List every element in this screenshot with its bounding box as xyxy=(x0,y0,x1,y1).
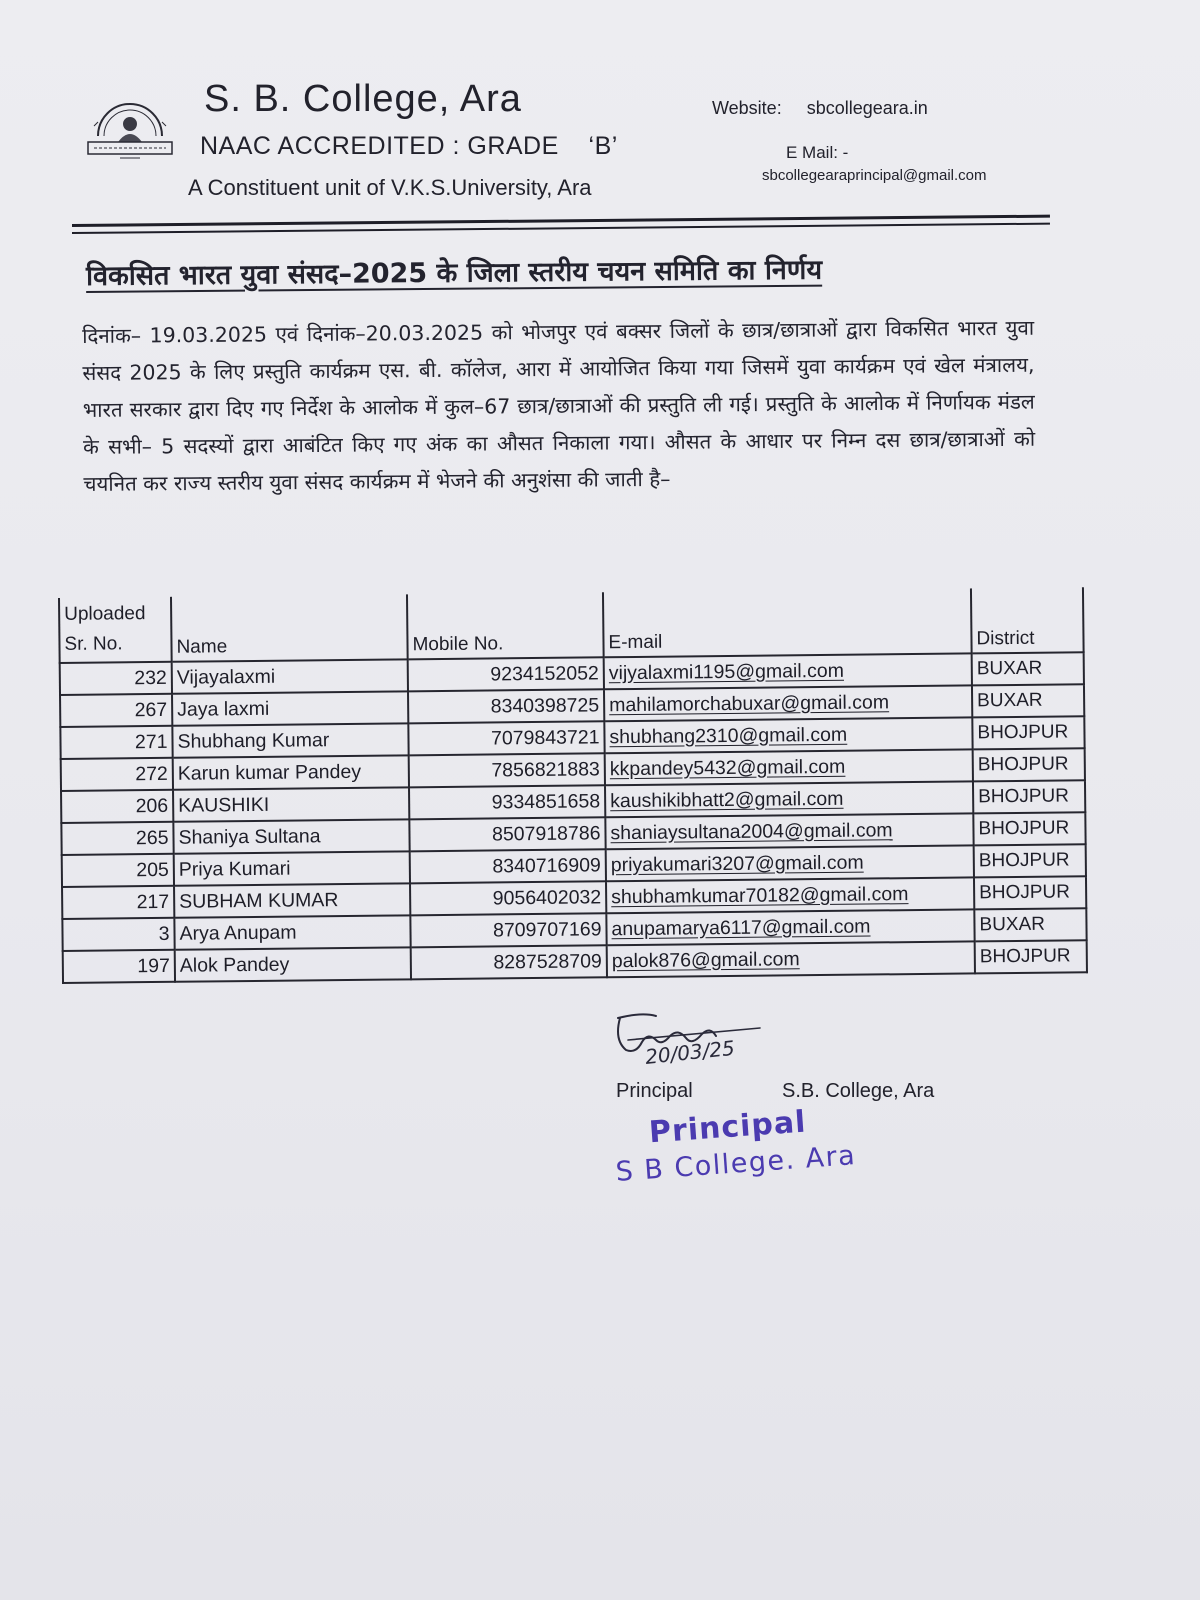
cell-district: BHOJPUR xyxy=(972,716,1084,749)
cell-district: BUXAR xyxy=(972,652,1084,685)
website-value: sbcollegeara.in xyxy=(806,98,928,118)
cell-email: priyakumari3207@gmail.com xyxy=(606,845,974,881)
email-label: E Mail: - xyxy=(786,143,849,162)
signature-date: 20/03/25 xyxy=(644,1035,736,1069)
cell-mobile: 8507918786 xyxy=(409,817,605,851)
cell-sr-no: 265 xyxy=(61,822,173,855)
cell-name: Arya Anupam xyxy=(174,915,410,949)
principal-college-label: S.B. College, Ara xyxy=(782,1080,935,1102)
constituent-text: A Constituent unit of V.K.S.University, Ara xyxy=(188,175,592,200)
cell-mobile: 9234152052 xyxy=(408,657,604,691)
header-sr-line1: Uploaded xyxy=(64,603,146,625)
cell-district: BHOJPUR xyxy=(973,748,1085,781)
accreditation-text: NAAC ACCREDITED : GRADE ‘B’ xyxy=(200,132,618,160)
cell-email: mahilamorchabuxar@gmail.com xyxy=(604,685,972,721)
header-mobile: Mobile No. xyxy=(407,592,604,659)
cell-email: vijyalaxmi1195@gmail.com xyxy=(604,653,972,689)
cell-mobile: 8709707169 xyxy=(410,913,606,947)
website-label: Website: xyxy=(712,98,782,118)
cell-email: kkpandey5432@gmail.com xyxy=(605,749,973,785)
cell-district: BHOJPUR xyxy=(973,780,1085,813)
cell-sr-no: 267 xyxy=(60,694,172,727)
header-district: District xyxy=(971,587,1084,653)
cell-name: Shubhang Kumar xyxy=(172,723,408,757)
cell-district: BHOJPUR xyxy=(975,940,1087,973)
header-sr-no xyxy=(59,597,172,663)
cell-sr-no: 206 xyxy=(61,790,173,823)
cell-sr-no: 272 xyxy=(61,758,173,791)
cell-mobile: 8340716909 xyxy=(410,849,606,883)
cell-email: shubhang2310@gmail.com xyxy=(604,717,972,753)
stamp-line2: S B College. Ara xyxy=(614,1140,858,1188)
document-title: विकसित भारत युवा संसद–2025 के जिला स्तरीय चयन समिति का निर्णय xyxy=(85,254,823,292)
cell-district: BHOJPUR xyxy=(974,844,1086,877)
cell-sr-no: 232 xyxy=(60,662,172,695)
cell-sr-no: 3 xyxy=(62,918,174,951)
handwritten-signature xyxy=(612,1010,772,1080)
email-value: sbcollegearaprincipal@gmail.com xyxy=(762,167,987,184)
cell-district: BUXAR xyxy=(974,908,1086,941)
selection-table xyxy=(58,587,1088,984)
cell-email: palok876@gmail.com xyxy=(607,941,975,977)
header-name: Name xyxy=(171,594,408,661)
header-email: E-mail xyxy=(603,588,972,657)
cell-mobile: 7079843721 xyxy=(408,721,604,755)
cell-name: Priya Kumari xyxy=(174,851,410,885)
principal-stamp xyxy=(612,1101,857,1188)
principal-label: Principal xyxy=(616,1080,693,1102)
website-line xyxy=(712,98,928,119)
body-paragraph: दिनांक– 19.03.2025 एवं दिनांक–20.03.2025 को भोजपुर एवं बक्सर जिलों के छात्र/छात्राओं द्वारा विकसित भारत युवा संसद 2025 के लिए प्रस्तुति कार्यक्रम एस. बी. कॉलेज, आरा में आयोजित किया गया जिसमें युवा कार्यक्रम एवं खेल मंत्रालय, भारत सरकार द्वारा दिए गए निर्देश के आलोक में कुल–67 छात्र/छात्राओं की प्रस्तुति ली गई। प्रस्तुति के आलोक में निर्णायक मंडल के सभी– 5 सदस्यों द्वारा आबंटित किए गए अंक का औसत निकाला गया। औसत के आधार पर निम्न दस छात्र/छात्राओं को चयनित कर राज्य स्तरीय युवा संसद कार्यक्रम में भेजने की अनुशंसा की जाती है– xyxy=(82,315,1036,496)
cell-sr-no: 271 xyxy=(60,726,172,759)
stamp-line1: Principal xyxy=(647,1104,808,1151)
cell-email: shaniaysultana2004@gmail.com xyxy=(605,813,973,849)
cell-name: Shaniya Sultana xyxy=(173,819,409,853)
results-table xyxy=(58,587,1088,984)
cell-sr-no: 197 xyxy=(63,950,175,983)
cell-mobile: 9334851658 xyxy=(409,785,605,819)
cell-email: shubhamkumar70182@gmail.com xyxy=(606,877,974,913)
header-sr-line2: Sr. No. xyxy=(64,633,123,655)
cell-name: Alok Pandey xyxy=(175,947,411,981)
cell-email: anupamarya6117@gmail.com xyxy=(606,909,974,945)
cell-district: BHOJPUR xyxy=(973,812,1085,845)
cell-mobile: 8340398725 xyxy=(408,689,604,723)
cell-name: Karun kumar Pandey xyxy=(173,755,409,789)
cell-sr-no: 205 xyxy=(62,854,174,887)
college-logo-icon xyxy=(84,96,176,168)
cell-email: kaushikibhatt2@gmail.com xyxy=(605,781,973,817)
cell-district: BUXAR xyxy=(972,684,1084,717)
cell-name: KAUSHIKI xyxy=(173,787,409,821)
college-name: S. B. College, Ara xyxy=(204,78,522,120)
table-header-row xyxy=(59,587,1084,663)
cell-mobile: 8287528709 xyxy=(411,945,607,979)
cell-district: BHOJPUR xyxy=(974,876,1086,909)
cell-name: Jaya laxmi xyxy=(172,691,408,725)
cell-mobile: 7856821883 xyxy=(409,753,605,787)
cell-sr-no: 217 xyxy=(62,886,174,919)
cell-name: Vijayalaxmi xyxy=(172,659,408,693)
cell-name: SUBHAM KUMAR xyxy=(174,883,410,917)
cell-mobile: 9056402032 xyxy=(410,881,606,915)
